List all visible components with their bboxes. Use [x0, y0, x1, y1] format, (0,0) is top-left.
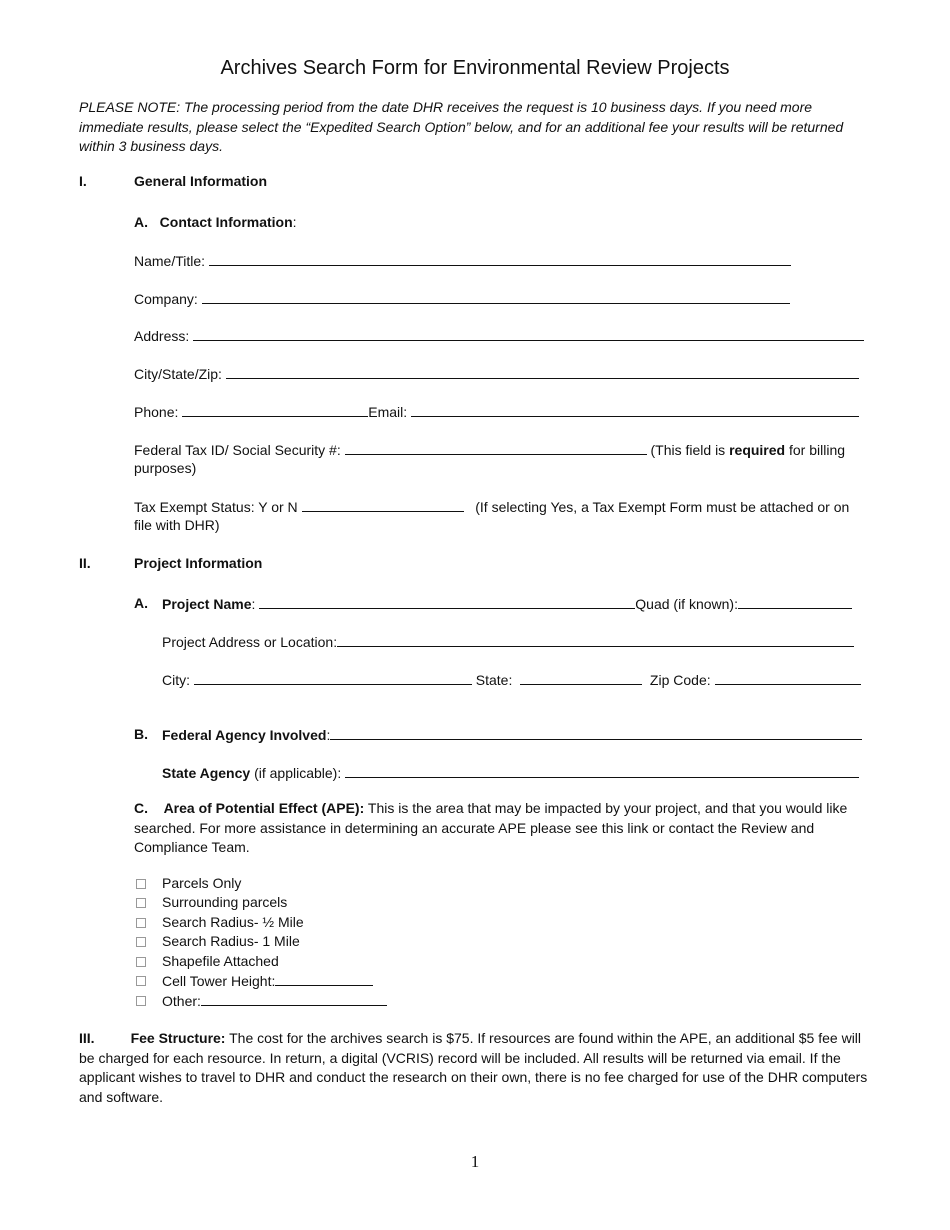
project-city-row — [162, 671, 861, 688]
tax-exempt-row — [134, 498, 849, 515]
ape-option-label-shapefile: Shapefile Attached — [162, 953, 279, 969]
tax-id-note-line2: purposes) — [134, 460, 197, 476]
city-state-zip-row — [134, 365, 859, 382]
ape-option-label-half-mile: Search Radius- ½ Mile — [162, 914, 304, 930]
ape-option-checkbox-one-mile[interactable] — [136, 937, 146, 947]
ape-option-checkbox-surrounding-parcels[interactable] — [136, 898, 146, 908]
ape-option-checkbox-shapefile[interactable] — [136, 957, 146, 967]
project-address-field[interactable] — [337, 633, 854, 647]
city-state-zip-field[interactable] — [226, 365, 859, 379]
tax-id-note-pre: (This field is — [650, 442, 730, 458]
address-label: Address: — [134, 328, 194, 344]
other-field[interactable] — [201, 992, 387, 1006]
state-agency-field[interactable] — [345, 764, 859, 778]
project-city-label: City: — [162, 672, 194, 688]
phone-email-row — [134, 403, 859, 420]
ape-option-checkbox-parcels-only[interactable] — [136, 879, 146, 889]
section-1-number: I. — [79, 173, 87, 189]
ape-paragraph — [134, 799, 864, 858]
page-number: 1 — [470, 1152, 480, 1171]
project-b-letter: B. — [134, 726, 148, 742]
tax-exempt-label: Tax Exempt Status: Y or N — [134, 499, 302, 515]
ape-option-cell-tower-row — [162, 972, 373, 989]
project-zip-label: Zip Code: — [649, 672, 715, 688]
address-field[interactable] — [193, 327, 864, 341]
form-title: Archives Search Form for Environmental Review Projects — [220, 57, 730, 79]
quad-field[interactable] — [738, 595, 852, 609]
tax-exempt-note-line2: file with DHR) — [134, 517, 220, 533]
tax-id-note-required: required — [729, 442, 786, 458]
federal-agency-field[interactable] — [330, 726, 862, 740]
cell-tower-height-field[interactable] — [275, 972, 373, 986]
ape-text: This is the area that may be impacted by your project, and that you would like searched. For more assistance in determining an accurate APE please see this link or contact the Review and Compliance Team. — [134, 800, 848, 855]
project-a-letter: A. — [134, 595, 148, 611]
tax-id-note-post: for billing — [785, 442, 846, 458]
ape-option-label-parcels-only: Parcels Only — [162, 875, 242, 891]
fee-structure-heading: Fee Structure: — [130, 1030, 226, 1046]
project-name-field[interactable] — [259, 595, 635, 609]
contact-heading-text: Contact Information — [159, 214, 293, 230]
processing-note: PLEASE NOTE: The processing period from the date DHR receives the request is 10 business days. If you need more immediate results, please select the “Expedited Search Option” below, and for an additional fee your results will be returned within 3 business days. — [79, 99, 844, 154]
ape-option-label-other: Other: — [162, 993, 201, 1009]
state-agency-note: (if applicable): — [250, 765, 346, 781]
ape-option-other-row — [162, 992, 387, 1009]
email-label: Email: — [368, 404, 412, 420]
ape-option-label-cell-tower: Cell Tower Height: — [162, 973, 276, 989]
company-row — [134, 290, 790, 307]
tax-id-row — [134, 441, 845, 458]
section-2-heading: Project Information — [134, 555, 263, 571]
project-name-label: Project Name — [162, 596, 252, 612]
fee-structure-paragraph — [79, 1029, 874, 1107]
company-label: Company: — [134, 291, 202, 307]
phone-label: Phone: — [134, 404, 183, 420]
ape-option-label-one-mile: Search Radius- 1 Mile — [162, 933, 300, 949]
fee-structure-text: The cost for the archives search is $75. If resources are found within the APE, an additional $5 fee will be charged for each resource. In return, a digital (VCRIS) record will be included. All results will be returned via email. If the applicant wishes to travel to DHR and conduct the research on their own, there is no fee charged for use of the DHR computers and software. — [79, 1030, 868, 1105]
contact-colon: : — [292, 214, 297, 230]
project-name-row — [162, 595, 852, 612]
federal-agency-colon: : — [326, 727, 331, 743]
name-title-label: Name/Title: — [134, 253, 209, 269]
tax-id-label: Federal Tax ID/ Social Security #: — [134, 442, 345, 458]
federal-agency-row — [162, 726, 862, 743]
tax-id-field[interactable] — [345, 441, 647, 455]
state-agency-label: State Agency — [162, 765, 251, 781]
company-field[interactable] — [202, 290, 790, 304]
ape-option-checkbox-half-mile[interactable] — [136, 918, 146, 928]
tax-exempt-note: (If selecting Yes, a Tax Exempt Form must be attached or on — [475, 499, 850, 515]
ape-option-checkbox-cell-tower[interactable] — [136, 976, 146, 986]
section-2-number: II. — [79, 555, 91, 571]
section-3-number: III. — [79, 1030, 95, 1046]
project-zip-field[interactable] — [715, 671, 861, 685]
ape-heading: Area of Potential Effect (APE): — [163, 800, 365, 816]
project-address-label: Project Address or Location: — [162, 634, 338, 650]
project-name-colon: : — [251, 596, 256, 612]
city-state-zip-label: City/State/Zip: — [134, 366, 226, 382]
phone-field[interactable] — [182, 403, 368, 417]
section-1-heading: General Information — [134, 173, 268, 189]
state-agency-row — [162, 764, 859, 781]
email-field[interactable] — [411, 403, 859, 417]
project-city-field[interactable] — [194, 671, 472, 685]
name-title-row — [134, 252, 791, 269]
project-address-row — [162, 633, 854, 650]
contact-letter: A. — [134, 214, 148, 230]
contact-info-heading — [134, 214, 297, 230]
project-state-label: State: — [475, 672, 517, 688]
tax-exempt-field[interactable] — [302, 498, 464, 512]
ape-option-checkbox-other[interactable] — [136, 996, 146, 1006]
federal-agency-label: Federal Agency Involved — [162, 727, 327, 743]
address-row — [134, 327, 864, 344]
project-state-field[interactable] — [520, 671, 642, 685]
name-title-field[interactable] — [209, 252, 791, 266]
quad-label: Quad (if known): — [635, 596, 738, 612]
ape-option-label-surrounding-parcels: Surrounding parcels — [162, 894, 288, 910]
ape-letter: C. — [134, 800, 148, 816]
